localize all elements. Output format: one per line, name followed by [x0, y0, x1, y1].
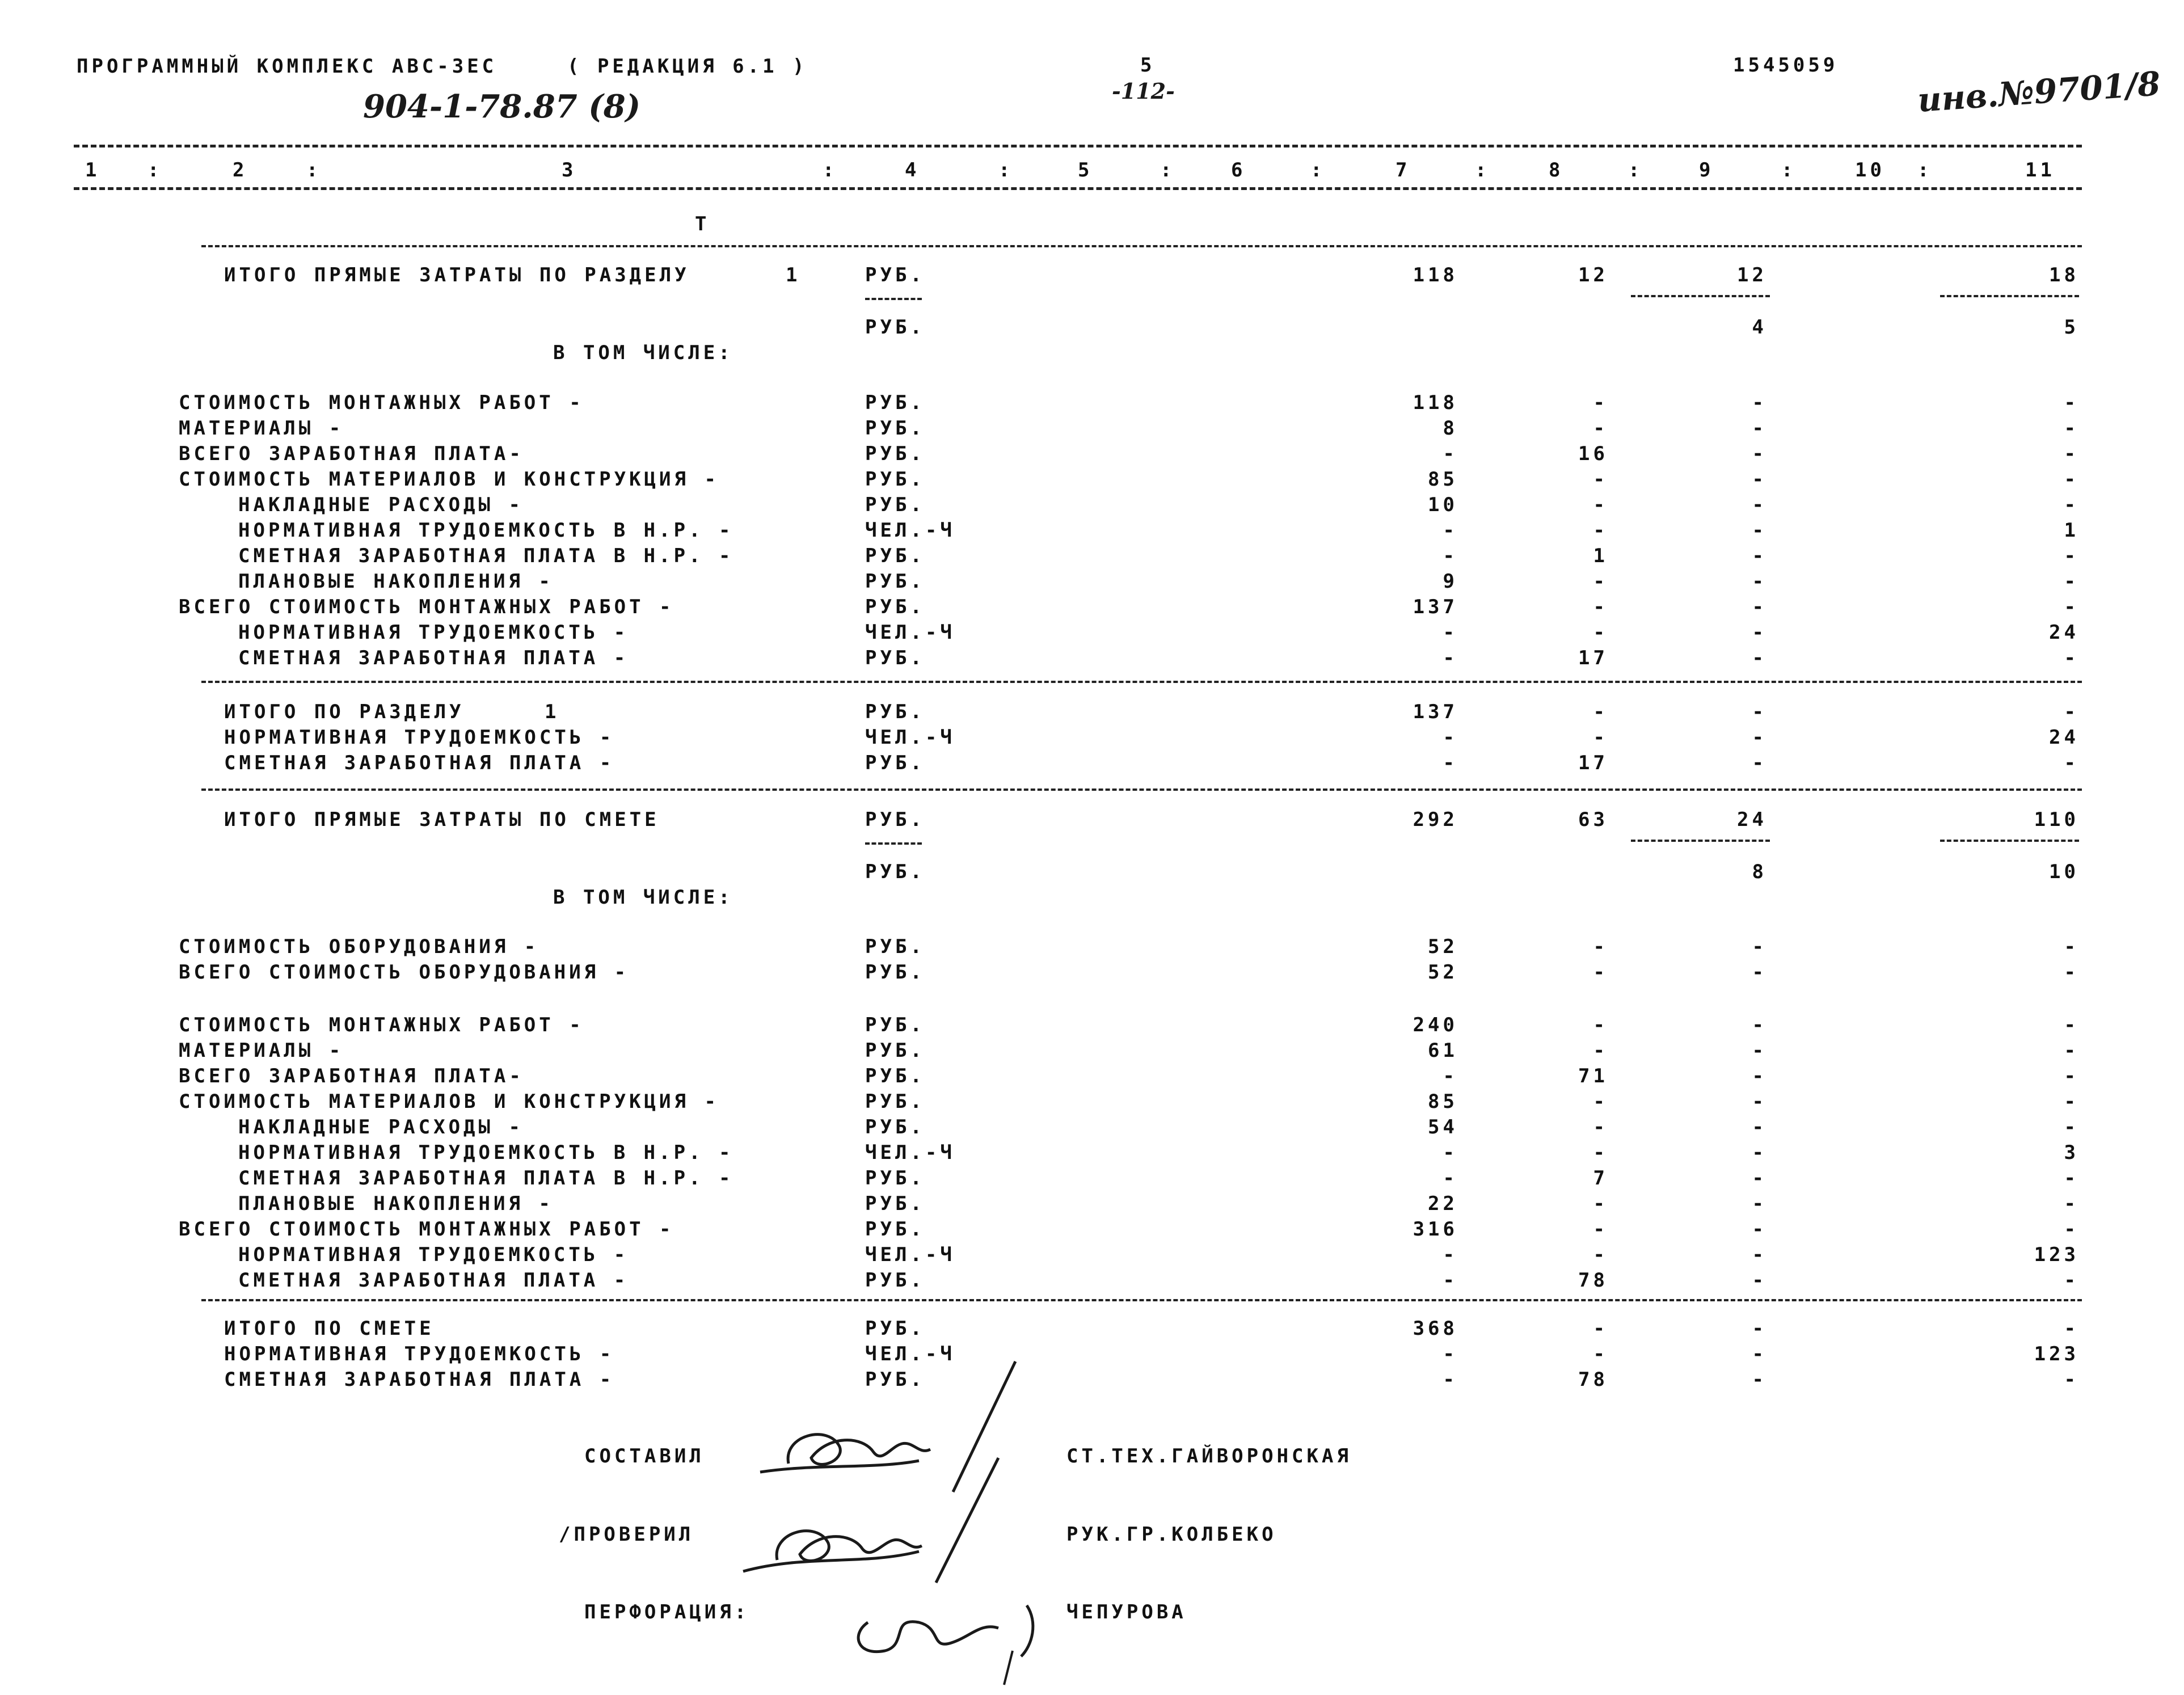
row-col9: - — [1752, 519, 1767, 542]
row-col8: - — [1593, 494, 1608, 516]
row-unit: РУБ. — [865, 1317, 925, 1340]
row-col9: - — [1752, 1141, 1767, 1164]
section-number: 1 — [786, 264, 801, 286]
row-col8: 17 — [1578, 647, 1608, 669]
column-header-9: 9 — [1699, 159, 1714, 182]
section-rule — [201, 245, 2082, 247]
row-col9: - — [1752, 752, 1767, 774]
row-col7: 52 — [1428, 961, 1458, 984]
row-label: НОРМАТИВНАЯ ТРУДОЕМКОСТЬ - — [238, 621, 629, 644]
row-col7: 8 — [1443, 417, 1458, 440]
estimate-col9-underline — [1631, 840, 1770, 842]
row-col7: - — [1443, 1243, 1458, 1266]
row-col8: 17 — [1578, 752, 1608, 774]
column-header-5: 5 — [1078, 159, 1093, 182]
row-label: ИТОГО ПО РАЗДЕЛУ — [224, 701, 465, 723]
row-label: НАКЛАДНЫЕ РАСХОДЫ - — [238, 1116, 524, 1139]
row-col8: - — [1593, 701, 1608, 723]
row-col7: - — [1443, 1368, 1458, 1391]
row-unit: РУБ. — [865, 1116, 925, 1139]
column-header-10: 10 — [1855, 159, 1885, 182]
row-label: СТОИМОСТЬ МОНТАЖНЫХ РАБОТ - — [179, 1014, 584, 1036]
estimate-direct-col8: 63 — [1578, 808, 1608, 831]
row-unit: ЧЕЛ.-Ч — [865, 621, 955, 644]
row-unit: РУБ. — [865, 596, 925, 618]
signature-name-compiled: СТ.ТЕХ.ГАЙВОРОНСКАЯ — [1066, 1445, 1352, 1468]
row-col8: - — [1593, 1014, 1608, 1036]
row-col9: - — [1752, 1039, 1767, 1062]
row-unit: ЧЕЛ.-Ч — [865, 1343, 955, 1365]
signature-name-checked: РУК.ГР.КОЛБЕКО — [1066, 1523, 1277, 1546]
row-col9: - — [1752, 1317, 1767, 1340]
row-label: СТОИМОСТЬ МОНТАЖНЫХ РАБОТ - — [179, 391, 584, 414]
unit-underline — [865, 298, 922, 300]
row-col7: - — [1443, 647, 1458, 669]
row-col9: - — [1752, 1368, 1767, 1391]
direct-col9: 12 — [1737, 264, 1767, 286]
row-col7: 9 — [1443, 570, 1458, 593]
row-unit: РУБ. — [865, 1167, 925, 1190]
row-label: СМЕТНАЯ ЗАРАБОТНАЯ ПЛАТА В Н.Р. - — [238, 1167, 734, 1190]
row-col9: - — [1752, 1269, 1767, 1292]
row-col11: - — [2064, 1065, 2079, 1087]
row-col9: - — [1752, 596, 1767, 618]
signature-role-checked: /ПРОВЕРИЛ — [559, 1523, 694, 1546]
row-unit: ЧЕЛ.-Ч — [865, 1141, 955, 1164]
row-col8: 78 — [1578, 1269, 1608, 1292]
row-col7: - — [1443, 1343, 1458, 1365]
row-unit: РУБ. — [865, 752, 925, 774]
row-col11: - — [2064, 1269, 2079, 1292]
page-number-handwritten: -112- — [1112, 78, 1175, 104]
row-col11: - — [2064, 1039, 2079, 1062]
column-separator: : — [1628, 159, 1643, 182]
estimate-direct-col11: 110 — [2034, 808, 2079, 831]
row-col11: - — [2064, 935, 2079, 958]
column-separator: : — [1917, 159, 1933, 182]
direct-col7: 118 — [1413, 264, 1458, 286]
row-col9: - — [1752, 621, 1767, 644]
row-unit: РУБ. — [865, 961, 925, 984]
row-label: ВСЕГО СТОИМОСТЬ МОНТАЖНЫХ РАБОТ - — [179, 596, 674, 618]
column-header-7: 7 — [1395, 159, 1411, 182]
row-col11: 123 — [2034, 1343, 2079, 1365]
including-heading: В ТОМ ЧИСЛЕ: — [553, 341, 733, 364]
inventory-number-handwritten: инв.№9701/8 — [1916, 64, 2162, 120]
row-col9: - — [1752, 1090, 1767, 1113]
column-header-2: 2 — [233, 159, 248, 182]
row-col7: 52 — [1428, 935, 1458, 958]
row-col11: - — [2064, 1317, 2079, 1340]
row-col11: 3 — [2064, 1141, 2079, 1164]
row-col8: - — [1593, 1317, 1608, 1340]
row-col7: 118 — [1413, 391, 1458, 414]
row-unit: РУБ. — [865, 391, 925, 414]
row-col8: - — [1593, 726, 1608, 749]
row-col11: 123 — [2034, 1243, 2079, 1266]
row-unit: РУБ. — [865, 935, 925, 958]
direct-col8: 12 — [1578, 264, 1608, 286]
row-col11: - — [2064, 494, 2079, 516]
row-col7: - — [1443, 726, 1458, 749]
row-label: ПЛАНОВЫЕ НАКОПЛЕНИЯ - — [238, 570, 554, 593]
column-header-4: 4 — [905, 159, 920, 182]
estimate-direct-col7: 292 — [1413, 808, 1458, 831]
row-col8: - — [1593, 417, 1608, 440]
row-unit: РУБ. — [865, 545, 925, 567]
row-col7: 10 — [1428, 494, 1458, 516]
row-col8: - — [1593, 1192, 1608, 1215]
row-col11: - — [2064, 570, 2079, 593]
row-unit: РУБ. — [865, 1065, 925, 1087]
row-col7: - — [1443, 519, 1458, 542]
col11-underline — [1940, 295, 2079, 297]
column-separator: : — [998, 159, 1014, 182]
row-col8: - — [1593, 468, 1608, 491]
row-col11: - — [2064, 442, 2079, 465]
row-label: НАКЛАДНЫЕ РАСХОДЫ - — [238, 494, 524, 516]
row-col8: - — [1593, 1039, 1608, 1062]
row-col8: - — [1593, 935, 1608, 958]
row-label: ВСЕГО СТОИМОСТЬ МОНТАЖНЫХ РАБОТ - — [179, 1218, 674, 1241]
row-unit: РУБ. — [865, 417, 925, 440]
row-col7: 85 — [1428, 1090, 1458, 1113]
row-unit: РУБ. — [865, 1090, 925, 1113]
row-col11: - — [2064, 391, 2079, 414]
section-direct-costs-label: ИТОГО ПРЯМЫЕ ЗАТРАТЫ ПО РАЗДЕЛУ — [224, 264, 690, 286]
row-label: СМЕТНАЯ ЗАРАБОТНАЯ ПЛАТА - — [224, 752, 615, 774]
row-col8: 7 — [1593, 1167, 1608, 1190]
row-col11: - — [2064, 1116, 2079, 1139]
row-col9: - — [1752, 468, 1767, 491]
row-col9: - — [1752, 1167, 1767, 1190]
estimate-direct-unit-2: РУБ. — [865, 861, 925, 883]
estimate-direct-col9: 24 — [1737, 808, 1767, 831]
row-label: НОРМАТИВНАЯ ТРУДОЕМКОСТЬ - — [238, 1243, 629, 1266]
row-col11: 24 — [2049, 621, 2079, 644]
column-separator: : — [823, 159, 838, 182]
row-unit: РУБ. — [865, 701, 925, 723]
row-col9: - — [1752, 442, 1767, 465]
row-unit: ЧЕЛ.-Ч — [865, 1243, 955, 1266]
row-col8: - — [1593, 1243, 1608, 1266]
row-col9: - — [1752, 726, 1767, 749]
signature-name-perforation: ЧЕПУРОВА — [1066, 1601, 1187, 1624]
row-col7: - — [1443, 1141, 1458, 1164]
row-unit: РУБ. — [865, 494, 925, 516]
row-col8: - — [1593, 961, 1608, 984]
row-label: СМЕТНАЯ ЗАРАБОТНАЯ ПЛАТА - — [238, 647, 629, 669]
estimate-total-rule — [201, 1299, 2082, 1301]
handwritten-signature-3 — [840, 1566, 1078, 1690]
row-label: СТОИМОСТЬ ОБОРУДОВАНИЯ - — [179, 935, 539, 958]
row-col9: - — [1752, 935, 1767, 958]
column-header-6: 6 — [1231, 159, 1246, 182]
row-col7: 22 — [1428, 1192, 1458, 1215]
row-col8: 1 — [1593, 545, 1608, 567]
row-col7: - — [1443, 545, 1458, 567]
row-unit: РУБ. — [865, 1014, 925, 1036]
row-col11: - — [2064, 961, 2079, 984]
row-label: МАТЕРИАЛЫ - — [179, 1039, 344, 1062]
col9-underline — [1631, 295, 1770, 297]
row-col9: - — [1752, 1343, 1767, 1365]
column-separator: : — [1475, 159, 1490, 182]
row-unit: РУБ. — [865, 647, 925, 669]
row-col9: - — [1752, 417, 1767, 440]
row-col11: 1 — [2064, 519, 2079, 542]
column-separator: : — [147, 159, 163, 182]
row-col7: - — [1443, 1269, 1458, 1292]
total-section-number: 1 — [545, 701, 560, 723]
estimate-rule — [201, 789, 2082, 791]
row-col7: - — [1443, 621, 1458, 644]
header-top-rule — [74, 145, 2082, 147]
row-col7: 137 — [1413, 701, 1458, 723]
row-col9: - — [1752, 1065, 1767, 1087]
signature-role-perforation: ПЕРФОРАЦИЯ: — [584, 1601, 750, 1624]
row-col8: 71 — [1578, 1065, 1608, 1087]
row-unit: ЧЕЛ.-Ч — [865, 519, 955, 542]
estimate-direct-unit: РУБ. — [865, 808, 925, 831]
row-col8: - — [1593, 1218, 1608, 1241]
row-label: ПЛАНОВЫЕ НАКОПЛЕНИЯ - — [238, 1192, 554, 1215]
estimate-col11-underline — [1940, 840, 2079, 842]
row-label: НОРМАТИВНАЯ ТРУДОЕМКОСТЬ В Н.Р. - — [238, 1141, 734, 1164]
row-label: ВСЕГО ЗАРАБОТНАЯ ПЛАТА- — [179, 442, 524, 465]
row-col7: 54 — [1428, 1116, 1458, 1139]
row-label: ВСЕГО ЗАРАБОТНАЯ ПЛАТА- — [179, 1065, 524, 1087]
estimate-unit-underline — [865, 842, 922, 845]
row-unit: РУБ. — [865, 442, 925, 465]
row-col8: - — [1593, 1090, 1608, 1113]
row-col7: 85 — [1428, 468, 1458, 491]
row-label: ВСЕГО СТОИМОСТЬ ОБОРУДОВАНИЯ - — [179, 961, 630, 984]
row-col8: - — [1593, 1343, 1608, 1365]
row-col11: - — [2064, 1090, 2079, 1113]
row-col8: 78 — [1578, 1368, 1608, 1391]
signature-role-compiled: СОСТАВИЛ — [584, 1445, 705, 1468]
row-col8: 16 — [1578, 442, 1608, 465]
row-col7: 368 — [1413, 1317, 1458, 1340]
row-col8: - — [1593, 596, 1608, 618]
row-col7: - — [1443, 752, 1458, 774]
row-col9: - — [1752, 701, 1767, 723]
row-col11: - — [2064, 1167, 2079, 1190]
row-col7: 316 — [1413, 1218, 1458, 1241]
row-col9: - — [1752, 391, 1767, 414]
page-number: 5 — [1140, 54, 1156, 77]
row-label: МАТЕРИАЛЫ - — [179, 417, 344, 440]
row-label: ИТОГО ПО СМЕТЕ — [224, 1317, 435, 1340]
row-col11: - — [2064, 596, 2079, 618]
row-col11: - — [2064, 417, 2079, 440]
column-separator: : — [306, 159, 322, 182]
row-col11: 24 — [2049, 726, 2079, 749]
header-bottom-rule — [74, 187, 2082, 190]
row-col7: 137 — [1413, 596, 1458, 618]
direct-col11: 18 — [2049, 264, 2079, 286]
row-col8: - — [1593, 391, 1608, 414]
column-separator: : — [1310, 159, 1326, 182]
estimate-including-heading: В ТОМ ЧИСЛЕ: — [553, 886, 733, 909]
row-unit: РУБ. — [865, 570, 925, 593]
row-col11: - — [2064, 1192, 2079, 1215]
row-col11: - — [2064, 752, 2079, 774]
row-col9: - — [1752, 570, 1767, 593]
row-unit: РУБ. — [865, 1368, 925, 1391]
column-header-1: 1 — [85, 159, 100, 182]
column-header-8: 8 — [1549, 159, 1564, 182]
row-label: СТОИМОСТЬ МАТЕРИАЛОВ И КОНСТРУКЦИЯ - — [179, 468, 719, 491]
direct-unit-2: РУБ. — [865, 316, 925, 339]
row-col11: - — [2064, 468, 2079, 491]
estimate-direct-costs-label: ИТОГО ПРЯМЫЕ ЗАТРАТЫ ПО СМЕТЕ — [224, 808, 660, 831]
estimate-direct-col9-b: 8 — [1752, 861, 1767, 883]
row-label: СМЕТНАЯ ЗАРАБОТНАЯ ПЛАТА - — [238, 1269, 629, 1292]
row-col11: - — [2064, 1218, 2079, 1241]
project-number-handwritten: 904-1-78.87 (8) — [363, 88, 641, 125]
row-unit: ЧЕЛ.-Ч — [865, 726, 955, 749]
document-id: 1545059 — [1733, 54, 1839, 77]
row-label: НОРМАТИВНАЯ ТРУДОЕМКОСТЬ - — [224, 1343, 615, 1365]
row-col8: - — [1593, 1141, 1608, 1164]
direct-col9-b: 4 — [1752, 316, 1767, 339]
row-col8: - — [1593, 621, 1608, 644]
direct-col11-b: 5 — [2064, 316, 2079, 339]
column-header-3: 3 — [562, 159, 577, 182]
row-col11: - — [2064, 1014, 2079, 1036]
row-unit: РУБ. — [865, 1039, 925, 1062]
column-separator: : — [1781, 159, 1797, 182]
row-label: СМЕТНАЯ ЗАРАБОТНАЯ ПЛАТА В Н.Р. - — [238, 545, 734, 567]
edition-label: ( РЕДАКЦИЯ 6.1 ) — [567, 55, 808, 78]
row-unit: РУБ. — [865, 1269, 925, 1292]
program-title: ПРОГРАММНЫЙ КОМПЛЕКС АВС-ЗЕС — [77, 55, 497, 78]
row-col9: - — [1752, 1192, 1767, 1215]
row-col9: - — [1752, 647, 1767, 669]
row-col9: - — [1752, 494, 1767, 516]
row-label: НОРМАТИВНАЯ ТРУДОЕМКОСТЬ В Н.Р. - — [238, 519, 734, 542]
row-col11: - — [2064, 1368, 2079, 1391]
row-col7: 240 — [1413, 1014, 1458, 1036]
row-col7: - — [1443, 1167, 1458, 1190]
row-col11: - — [2064, 647, 2079, 669]
direct-unit: РУБ. — [865, 264, 925, 286]
row-col11: - — [2064, 701, 2079, 723]
row-col9: - — [1752, 1116, 1767, 1139]
row-col8: - — [1593, 519, 1608, 542]
column-separator: : — [1160, 159, 1175, 182]
row-col9: - — [1752, 1243, 1767, 1266]
row-col9: - — [1752, 1218, 1767, 1241]
estimate-direct-col11-b: 10 — [2049, 861, 2079, 883]
row-unit: РУБ. — [865, 1192, 925, 1215]
row-col9: - — [1752, 1014, 1767, 1036]
row-col7: - — [1443, 1065, 1458, 1087]
row-label: НОРМАТИВНАЯ ТРУДОЕМКОСТЬ - — [224, 726, 615, 749]
row-unit: РУБ. — [865, 468, 925, 491]
row-label: СТОИМОСТЬ МАТЕРИАЛОВ И КОНСТРУКЦИЯ - — [179, 1090, 719, 1113]
row-col7: - — [1443, 442, 1458, 465]
row-col9: - — [1752, 961, 1767, 984]
column-header-11: 11 — [2025, 159, 2055, 182]
section-total-rule — [201, 681, 2082, 683]
row-label: СМЕТНАЯ ЗАРАБОТНАЯ ПЛАТА - — [224, 1368, 615, 1391]
row-col7: 61 — [1428, 1039, 1458, 1062]
row-unit: РУБ. — [865, 1218, 925, 1241]
row-col8: - — [1593, 1116, 1608, 1139]
marker-t: Т — [695, 213, 710, 235]
row-col11: - — [2064, 545, 2079, 567]
row-col8: - — [1593, 570, 1608, 593]
row-col9: - — [1752, 545, 1767, 567]
